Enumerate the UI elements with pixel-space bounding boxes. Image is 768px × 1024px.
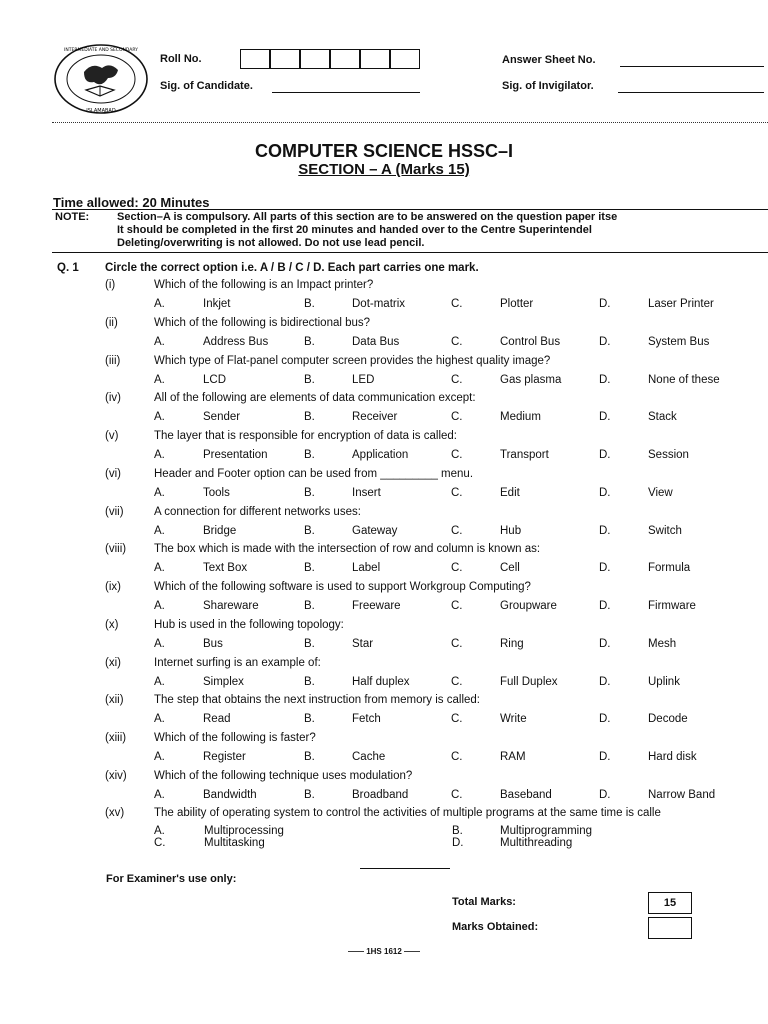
total-marks-box: 15 bbox=[648, 892, 692, 914]
option-text[interactable]: Half duplex bbox=[352, 676, 410, 688]
roll-no-box[interactable] bbox=[390, 49, 420, 69]
question-text: The layer that is responsible for encryption of data is called: bbox=[154, 430, 457, 442]
option-text[interactable]: Plotter bbox=[500, 298, 534, 310]
note-line: Deleting/overwriting is not allowed. Do not use lead pencil. bbox=[117, 237, 425, 249]
option-letter: A. bbox=[154, 789, 165, 801]
time-allowed: Time allowed: 20 Minutes bbox=[53, 195, 210, 210]
option-text[interactable]: Switch bbox=[648, 525, 682, 537]
option-letter: D. bbox=[599, 487, 611, 499]
svg-text:INTERMEDIATE AND SECONDARY: INTERMEDIATE AND SECONDARY bbox=[64, 48, 138, 53]
option-text[interactable]: LED bbox=[352, 374, 375, 386]
option-text[interactable]: Narrow Band bbox=[648, 789, 716, 801]
option-text[interactable]: Multitasking bbox=[204, 837, 265, 849]
option-text[interactable]: Presentation bbox=[203, 449, 268, 461]
option-text[interactable]: Laser Printer bbox=[648, 298, 714, 310]
option-text[interactable]: Hub bbox=[500, 525, 522, 537]
option-letter: A. bbox=[154, 600, 165, 612]
question-text: All of the following are elements of data communication except: bbox=[154, 392, 476, 404]
option-letter: C. bbox=[451, 411, 463, 423]
option-text[interactable]: Ring bbox=[500, 638, 524, 650]
option-letter: C. bbox=[451, 751, 463, 763]
roll-no-box[interactable] bbox=[270, 49, 300, 69]
option-text[interactable]: Baseband bbox=[500, 789, 552, 801]
option-letter: C. bbox=[451, 676, 463, 688]
part-number: (iv) bbox=[105, 392, 121, 404]
answer-sheet-line[interactable] bbox=[620, 66, 764, 67]
option-letter: B. bbox=[304, 411, 315, 423]
part-number: (ii) bbox=[105, 317, 118, 329]
option-letter: C. bbox=[451, 336, 463, 348]
option-text[interactable]: Freeware bbox=[352, 600, 401, 612]
option-letter: D. bbox=[599, 336, 611, 348]
time-divider bbox=[52, 209, 768, 210]
option-letter: C. bbox=[154, 837, 166, 849]
option-text[interactable]: Full Duplex bbox=[500, 676, 558, 688]
option-text[interactable]: Address Bus bbox=[203, 336, 269, 348]
option-letter: C. bbox=[451, 374, 463, 386]
option-text[interactable]: Application bbox=[352, 449, 409, 461]
question-text: Header and Footer option can be used from _________ menu. bbox=[154, 468, 474, 480]
option-letter: D. bbox=[599, 449, 611, 461]
option-text[interactable]: Hard disk bbox=[648, 751, 697, 763]
option-text[interactable]: Insert bbox=[352, 487, 381, 499]
roll-no-box[interactable] bbox=[360, 49, 390, 69]
option-letter: B. bbox=[304, 676, 315, 688]
question-text: The step that obtains the next instruction from memory is called: bbox=[154, 694, 480, 706]
roll-no-box[interactable] bbox=[330, 49, 360, 69]
question-text: Which type of Flat-panel computer screen provides the highest quality image? bbox=[154, 355, 551, 367]
option-text[interactable]: LCD bbox=[203, 374, 227, 386]
option-text[interactable]: Mesh bbox=[648, 638, 677, 650]
option-letter: A. bbox=[154, 825, 165, 837]
option-text[interactable]: Label bbox=[352, 562, 381, 574]
option-letter: B. bbox=[304, 638, 315, 650]
option-letter: B. bbox=[304, 751, 315, 763]
question-instruction: Circle the correct option i.e. A / B / C / D. Each part carries one mark. bbox=[105, 262, 479, 274]
option-text[interactable]: Firmware bbox=[648, 600, 696, 612]
part-number: (xii) bbox=[105, 694, 124, 706]
option-text[interactable]: Cell bbox=[500, 562, 520, 574]
option-text[interactable]: Tools bbox=[203, 487, 230, 499]
option-text[interactable]: None of these bbox=[648, 374, 720, 386]
option-letter: B. bbox=[304, 374, 315, 386]
examiner-divider bbox=[360, 868, 450, 869]
option-letter: D. bbox=[599, 676, 611, 688]
option-text[interactable]: RAM bbox=[500, 751, 526, 763]
question-text: The ability of operating system to control the activities of multiple programs at the same time is calle bbox=[154, 807, 661, 819]
option-letter: B. bbox=[304, 487, 315, 499]
option-text[interactable]: Write bbox=[500, 713, 527, 725]
option-text[interactable]: Inkjet bbox=[203, 298, 231, 310]
option-letter: A. bbox=[154, 374, 165, 386]
page-title: COMPUTER SCIENCE HSSC–I bbox=[254, 141, 514, 161]
option-letter: D. bbox=[599, 298, 611, 310]
question-text: Internet surfing is an example of: bbox=[154, 657, 321, 669]
option-letter: D. bbox=[452, 837, 464, 849]
option-letter: D. bbox=[599, 789, 611, 801]
option-text[interactable]: Medium bbox=[500, 411, 541, 423]
option-letter: A. bbox=[154, 713, 165, 725]
option-text[interactable]: Data Bus bbox=[352, 336, 400, 348]
option-text[interactable]: System Bus bbox=[648, 336, 710, 348]
option-text[interactable]: Gateway bbox=[352, 525, 398, 537]
option-letter: B. bbox=[304, 789, 315, 801]
option-text[interactable]: Stack bbox=[648, 411, 677, 423]
roll-no-label: Roll No. bbox=[160, 53, 202, 65]
sig-candidate-line[interactable] bbox=[272, 92, 420, 93]
option-letter: A. bbox=[154, 487, 165, 499]
option-letter: C. bbox=[451, 449, 463, 461]
option-text[interactable]: Groupware bbox=[500, 600, 557, 612]
option-text[interactable]: Uplink bbox=[648, 676, 680, 688]
option-letter: B. bbox=[304, 562, 315, 574]
option-letter: C. bbox=[451, 638, 463, 650]
marks-obtained-box[interactable] bbox=[648, 917, 692, 939]
note-divider bbox=[52, 252, 768, 253]
option-text[interactable]: Star bbox=[352, 638, 374, 650]
option-text[interactable]: Multiprogramming bbox=[500, 825, 593, 837]
option-text[interactable]: Bridge bbox=[203, 525, 237, 537]
question-text: Which of the following is an Impact printer? bbox=[154, 279, 374, 291]
option-letter: A. bbox=[154, 525, 165, 537]
option-letter: B. bbox=[304, 525, 315, 537]
option-letter: B. bbox=[304, 449, 315, 461]
question-text: Which of the following software is used to support Workgroup Computing? bbox=[154, 581, 531, 593]
question-text: Which of the following is faster? bbox=[154, 732, 316, 744]
option-text[interactable]: Simplex bbox=[203, 676, 244, 688]
option-text[interactable]: Formula bbox=[648, 562, 691, 574]
option-letter: B. bbox=[304, 713, 315, 725]
question-text: Hub is used in the following topology: bbox=[154, 619, 344, 631]
option-letter: C. bbox=[451, 600, 463, 612]
option-text[interactable]: Broadband bbox=[352, 789, 409, 801]
option-text[interactable]: Session bbox=[648, 449, 689, 461]
option-letter: D. bbox=[599, 525, 611, 537]
option-text[interactable]: Fetch bbox=[352, 713, 381, 725]
option-letter: A. bbox=[154, 449, 165, 461]
option-text[interactable]: Cache bbox=[352, 751, 386, 763]
option-letter: D. bbox=[599, 751, 611, 763]
option-text[interactable]: Gas plasma bbox=[500, 374, 562, 386]
option-letter: D. bbox=[599, 411, 611, 423]
option-letter: D. bbox=[599, 638, 611, 650]
cut-line-divider bbox=[52, 122, 768, 123]
option-letter: A. bbox=[154, 676, 165, 688]
examiner-use-label: For Examiner's use only: bbox=[106, 873, 237, 885]
option-letter: D. bbox=[599, 600, 611, 612]
option-text[interactable]: View bbox=[648, 487, 673, 499]
question-text: The box which is made with the intersection of row and column is known as: bbox=[154, 543, 541, 555]
part-number: (vi) bbox=[105, 468, 121, 480]
option-letter: A. bbox=[154, 336, 165, 348]
marks-obtained-label: Marks Obtained: bbox=[452, 921, 539, 933]
sig-invigilator-line[interactable] bbox=[618, 92, 764, 93]
part-number: (ix) bbox=[105, 581, 121, 593]
option-text[interactable]: Multithreading bbox=[500, 837, 573, 849]
part-number: (i) bbox=[105, 279, 116, 291]
option-letter: C. bbox=[451, 487, 463, 499]
answer-sheet-label: Answer Sheet No. bbox=[502, 54, 596, 66]
option-letter: D. bbox=[599, 562, 611, 574]
svg-text:ISLAMABAD: ISLAMABAD bbox=[86, 108, 116, 114]
note-line: It should be completed in the first 20 minutes and handed over to the Centre Superintendel bbox=[117, 224, 592, 236]
option-letter: C. bbox=[451, 525, 463, 537]
part-number: (iii) bbox=[105, 355, 121, 367]
part-number: (xiv) bbox=[105, 770, 127, 782]
option-text[interactable]: Multiprocessing bbox=[204, 825, 284, 837]
option-text[interactable]: Shareware bbox=[203, 600, 259, 612]
option-text[interactable]: Bandwidth bbox=[203, 789, 257, 801]
question-text: Which of the following technique uses modulation? bbox=[154, 770, 413, 782]
option-letter: B. bbox=[452, 825, 463, 837]
option-letter: A. bbox=[154, 298, 165, 310]
part-number: (vii) bbox=[105, 506, 124, 518]
option-text[interactable]: Control Bus bbox=[500, 336, 561, 348]
note-line: Section–A is compulsory. All parts of this section are to be answered on the question paper itse bbox=[117, 211, 618, 223]
option-text[interactable]: Edit bbox=[500, 487, 520, 499]
part-number: (x) bbox=[105, 619, 119, 631]
part-number: (xiii) bbox=[105, 732, 127, 744]
part-number: (viii) bbox=[105, 543, 127, 555]
option-letter: D. bbox=[599, 713, 611, 725]
option-text[interactable]: Decode bbox=[648, 713, 688, 725]
option-text[interactable]: Bus bbox=[203, 638, 223, 650]
option-letter: A. bbox=[154, 751, 165, 763]
option-letter: B. bbox=[304, 298, 315, 310]
option-letter: D. bbox=[599, 374, 611, 386]
part-number: (xi) bbox=[105, 657, 121, 669]
question-text: A connection for different networks uses: bbox=[154, 506, 361, 518]
option-letter: B. bbox=[304, 600, 315, 612]
total-marks-label: Total Marks: bbox=[452, 896, 516, 908]
part-number: (xv) bbox=[105, 807, 125, 819]
sig-candidate-label: Sig. of Candidate. bbox=[160, 80, 253, 92]
option-text[interactable]: Receiver bbox=[352, 411, 398, 423]
option-letter: A. bbox=[154, 638, 165, 650]
paper-code: —— 1HS 1612 —— bbox=[347, 947, 421, 956]
section-title: SECTION – A (Marks 15) bbox=[298, 161, 470, 178]
part-number: (v) bbox=[105, 430, 119, 442]
option-text[interactable]: Text Box bbox=[203, 562, 248, 574]
option-letter: C. bbox=[451, 789, 463, 801]
option-text[interactable]: Register bbox=[203, 751, 246, 763]
question-number: Q. 1 bbox=[57, 262, 79, 274]
sig-invigilator-label: Sig. of Invigilator. bbox=[502, 80, 594, 92]
option-letter: C. bbox=[451, 713, 463, 725]
note-label: NOTE: bbox=[55, 211, 90, 223]
board-seal-logo bbox=[52, 42, 150, 116]
roll-no-box[interactable] bbox=[300, 49, 330, 69]
option-text[interactable]: Transport bbox=[500, 449, 549, 461]
roll-no-box[interactable] bbox=[240, 49, 270, 69]
option-letter: C. bbox=[451, 562, 463, 574]
option-letter: B. bbox=[304, 336, 315, 348]
question-text: Which of the following is bidirectional bus? bbox=[154, 317, 371, 329]
option-letter: A. bbox=[154, 562, 165, 574]
option-text[interactable]: Read bbox=[203, 713, 231, 725]
option-letter: C. bbox=[451, 298, 463, 310]
option-text[interactable]: Sender bbox=[203, 411, 241, 423]
option-text[interactable]: Dot-matrix bbox=[352, 298, 406, 310]
option-letter: A. bbox=[154, 411, 165, 423]
